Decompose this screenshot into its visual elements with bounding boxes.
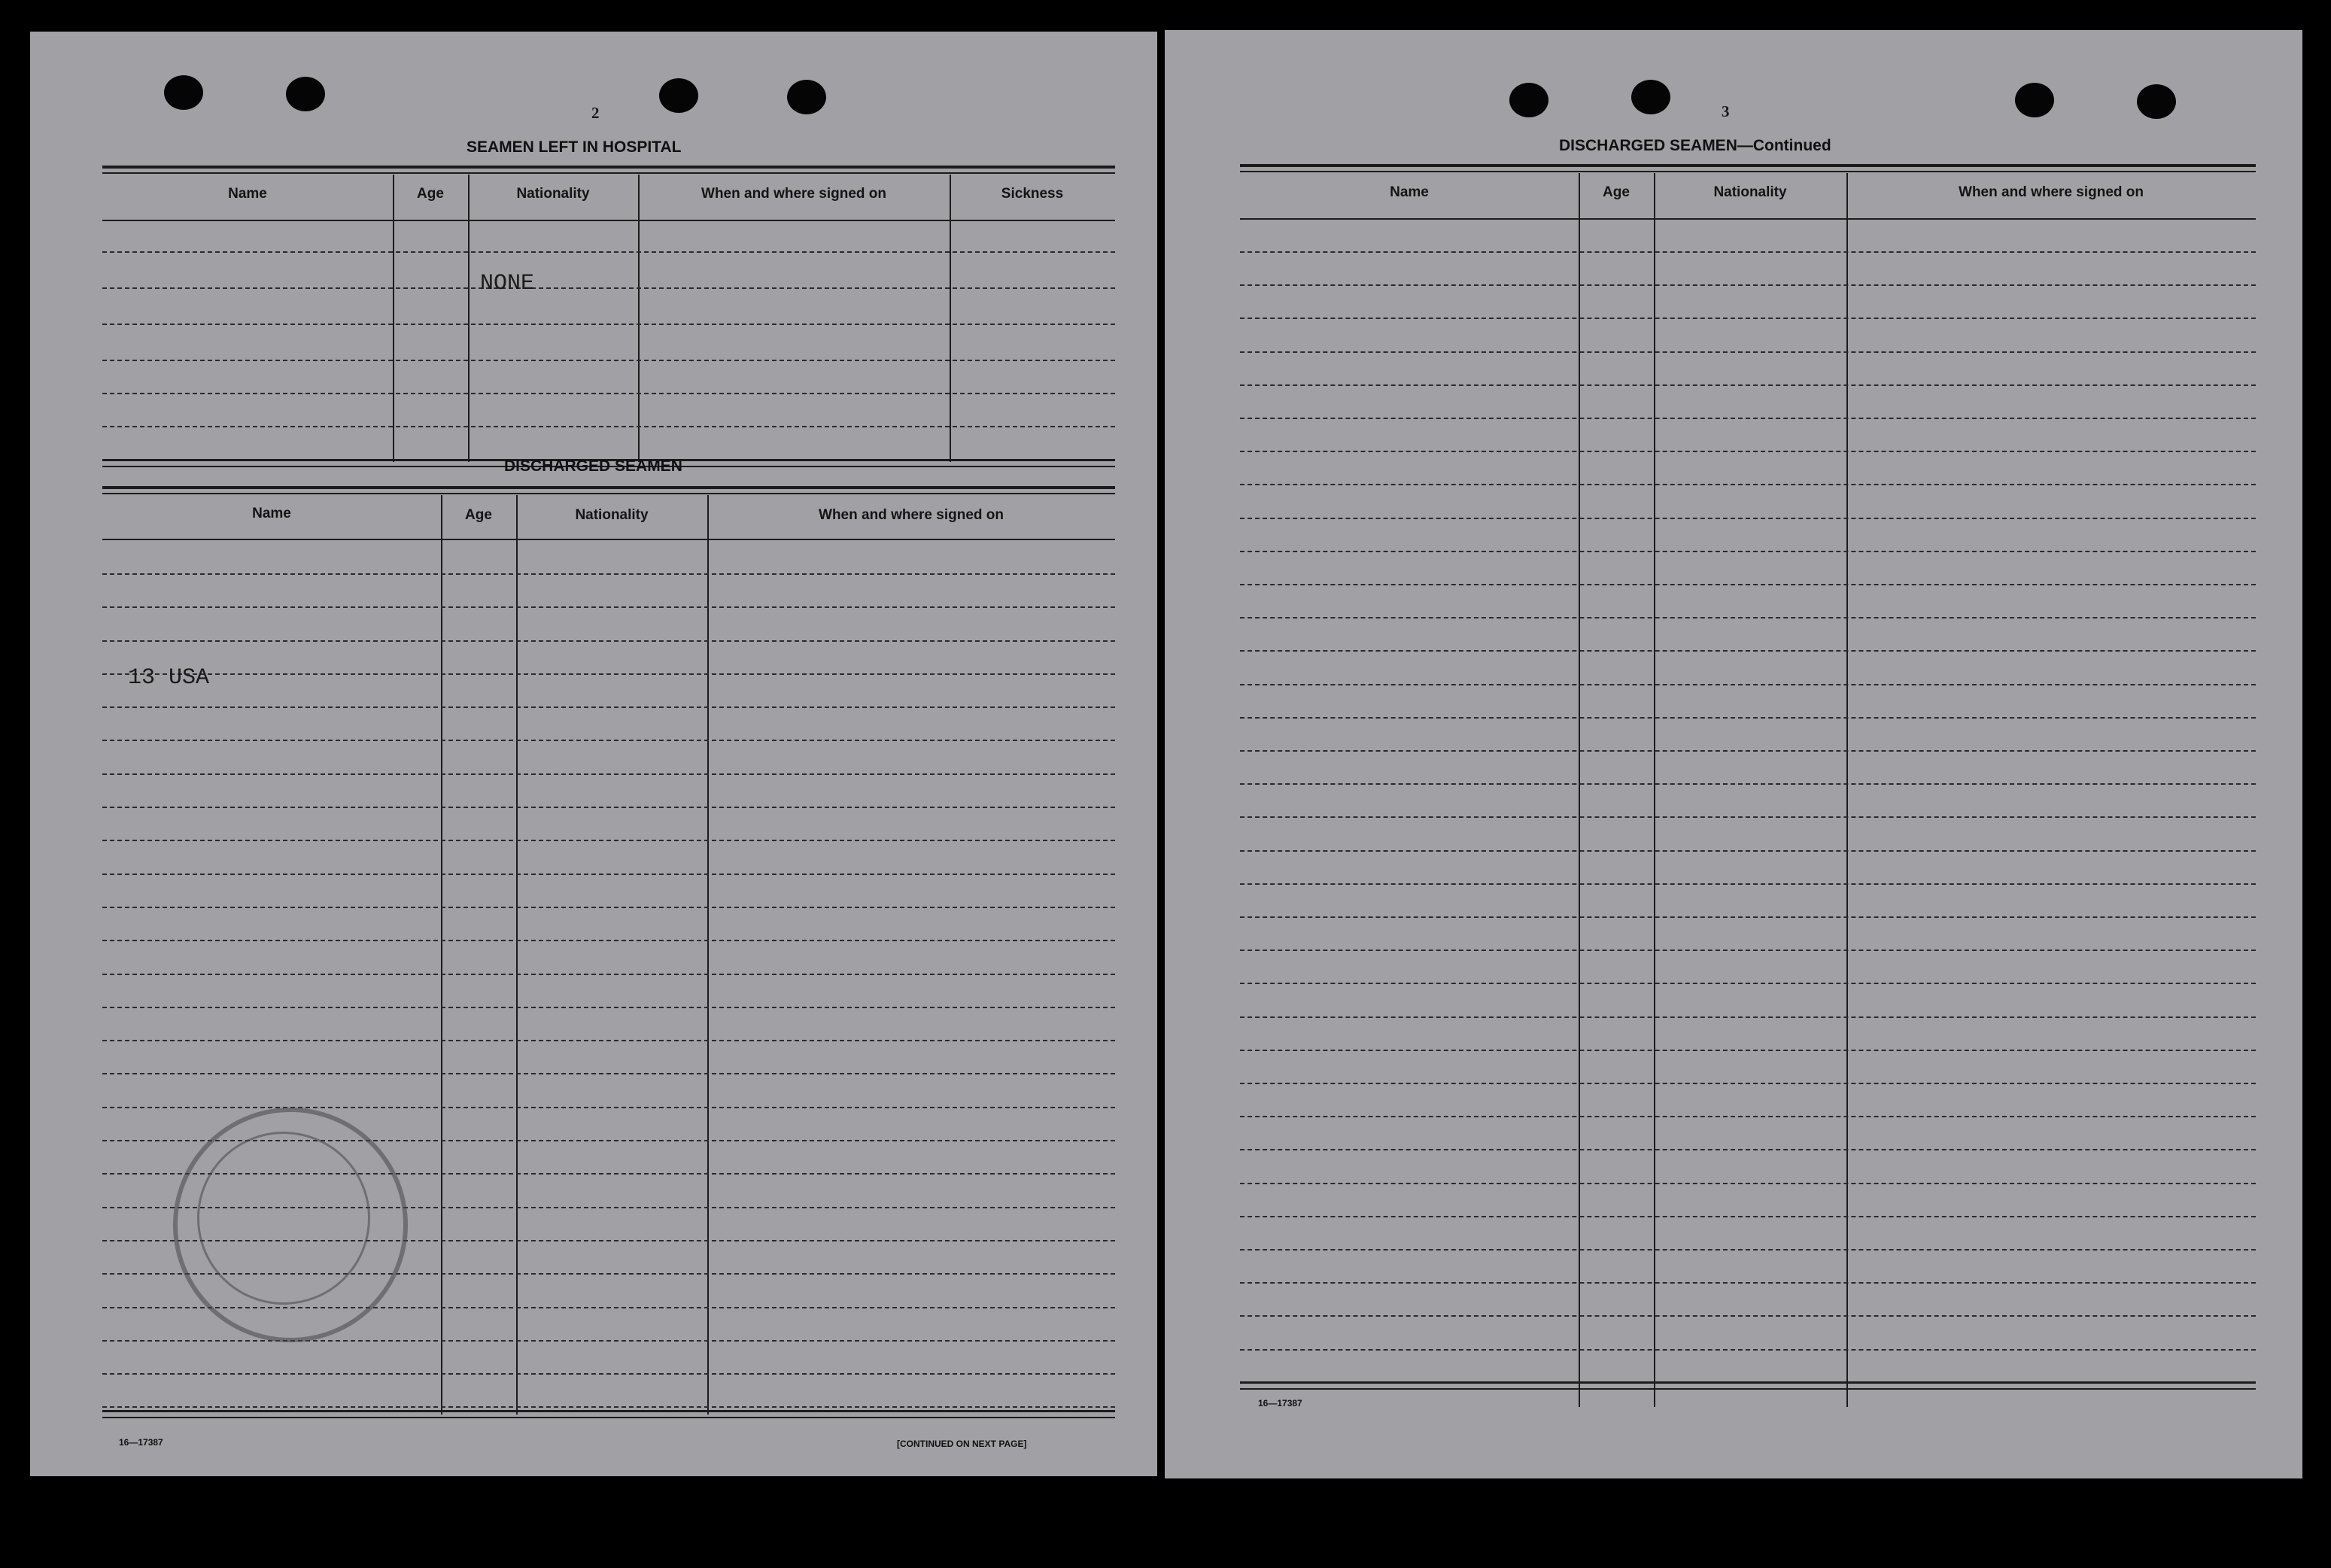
page-number: 3: [1722, 102, 1730, 120]
column-divider: [638, 175, 640, 462]
col-name-header: Name: [252, 506, 291, 521]
column-divider: [1846, 173, 1848, 1407]
table-bottom-rule: [102, 1417, 1115, 1418]
column-divider: [950, 175, 951, 462]
punch-hole: [2137, 84, 2176, 119]
official-stamp: [197, 1132, 370, 1305]
row-line: [1240, 1083, 2256, 1084]
page-number: 2: [591, 104, 600, 122]
continued-note: [CONTINUED ON NEXT PAGE]: [897, 1439, 1027, 1449]
row-line: [1240, 418, 2256, 419]
row-line: [102, 393, 1115, 394]
table-top-rule: [1240, 171, 2256, 172]
row-line: [102, 1340, 1115, 1342]
col-age-header: Age: [417, 186, 444, 202]
row-line: [1240, 850, 2256, 852]
row-line: [1240, 284, 2256, 286]
row-line: [1240, 1116, 2256, 1117]
table-bottom-rule: [102, 1410, 1115, 1412]
row-line: [102, 773, 1115, 775]
row-line: [1240, 584, 2256, 585]
form-number: 16—17387: [119, 1437, 163, 1448]
row-line: [102, 251, 1115, 253]
row-line: [102, 426, 1115, 427]
punch-hole: [787, 80, 826, 114]
discharged-entry: 13 USA: [128, 665, 210, 691]
row-line: [1240, 1216, 2256, 1217]
row-line: [1240, 1282, 2256, 1284]
left-page: [30, 32, 1157, 1476]
punch-hole: [2015, 83, 2054, 117]
row-line: [102, 1073, 1115, 1074]
row-line: [1240, 1183, 2256, 1184]
row-line: [1240, 551, 2256, 552]
table-top-rule: [102, 493, 1115, 494]
hospital-section-title: SEAMEN LEFT IN HOSPITAL: [467, 138, 682, 156]
discharged-section-title: DISCHARGED SEAMEN: [504, 457, 682, 475]
row-line: [102, 740, 1115, 741]
row-line: [1240, 1249, 2256, 1250]
row-line: [1240, 750, 2256, 752]
row-line: [1240, 983, 2256, 984]
punch-hole: [286, 77, 325, 111]
row-line: [102, 974, 1115, 975]
column-divider: [441, 495, 442, 1415]
column-divider: [707, 495, 709, 1415]
row-line: [102, 907, 1115, 908]
row-line: [102, 360, 1115, 361]
row-line: [102, 606, 1115, 608]
table-top-rule: [102, 486, 1115, 489]
col-signed-on-header: When and where signed on: [701, 186, 886, 202]
row-line: [1240, 318, 2256, 319]
row-line: [102, 807, 1115, 808]
table-top-rule: [1240, 164, 2256, 167]
col-nationality-header: Nationality: [1713, 184, 1787, 200]
punch-hole: [164, 75, 203, 110]
row-line: [102, 673, 1115, 675]
row-line: [1240, 650, 2256, 652]
table-top-rule: [102, 166, 1115, 169]
header-bottom-rule: [102, 539, 1115, 540]
row-line: [102, 707, 1115, 708]
row-line: [1240, 1149, 2256, 1150]
col-name-header: Name: [1390, 184, 1429, 200]
row-line: [1240, 451, 2256, 452]
row-line: [1240, 684, 2256, 685]
col-age-header: Age: [465, 507, 492, 523]
col-age-header: Age: [1603, 184, 1630, 200]
row-line: [1240, 783, 2256, 785]
row-line: [1240, 384, 2256, 386]
row-line: [1240, 617, 2256, 618]
row-line: [1240, 1050, 2256, 1051]
row-line: [1240, 351, 2256, 353]
row-line: [102, 840, 1115, 841]
header-bottom-rule: [1240, 218, 2256, 220]
row-line: [1240, 916, 2256, 918]
column-divider: [468, 175, 470, 462]
row-line: [102, 940, 1115, 941]
table-bottom-rule: [1240, 1381, 2256, 1384]
column-divider: [1579, 173, 1580, 1407]
row-line: [1240, 717, 2256, 719]
row-line: [102, 1007, 1115, 1008]
column-divider: [1654, 173, 1655, 1407]
row-line: [102, 874, 1115, 875]
row-line: [102, 324, 1115, 325]
hospital-entry: NONE: [480, 271, 535, 296]
col-signed-on-header: When and where signed on: [819, 507, 1004, 523]
right-page: [1165, 30, 2302, 1478]
col-nationality-header: Nationality: [516, 186, 590, 202]
header-bottom-rule: [102, 220, 1115, 221]
col-nationality-header: Nationality: [575, 507, 649, 523]
table-top-rule: [102, 172, 1115, 174]
row-line: [1240, 484, 2256, 485]
row-line: [1240, 251, 2256, 253]
row-line: [102, 287, 1115, 289]
row-line: [1240, 1315, 2256, 1317]
col-sickness-header: Sickness: [1001, 186, 1064, 202]
row-line: [1240, 1349, 2256, 1351]
row-line: [1240, 1016, 2256, 1018]
form-number: 16—17387: [1258, 1398, 1302, 1408]
col-signed-on-header: When and where signed on: [1959, 184, 2144, 200]
row-line: [102, 1406, 1115, 1408]
table-bottom-rule: [1240, 1388, 2256, 1390]
col-name-header: Name: [228, 186, 267, 202]
row-line: [102, 1040, 1115, 1041]
column-divider: [516, 495, 518, 1415]
row-line: [102, 573, 1115, 575]
punch-hole: [1631, 80, 1670, 114]
discharged-continued-title: DISCHARGED SEAMEN—Continued: [1559, 137, 1831, 154]
row-line: [102, 640, 1115, 642]
row-line: [1240, 950, 2256, 951]
column-divider: [393, 175, 394, 462]
row-line: [1240, 816, 2256, 818]
row-line: [1240, 518, 2256, 519]
row-line: [1240, 883, 2256, 885]
punch-hole: [659, 78, 698, 113]
row-line: [102, 1107, 1115, 1108]
punch-hole: [1509, 83, 1548, 117]
row-line: [102, 1373, 1115, 1375]
